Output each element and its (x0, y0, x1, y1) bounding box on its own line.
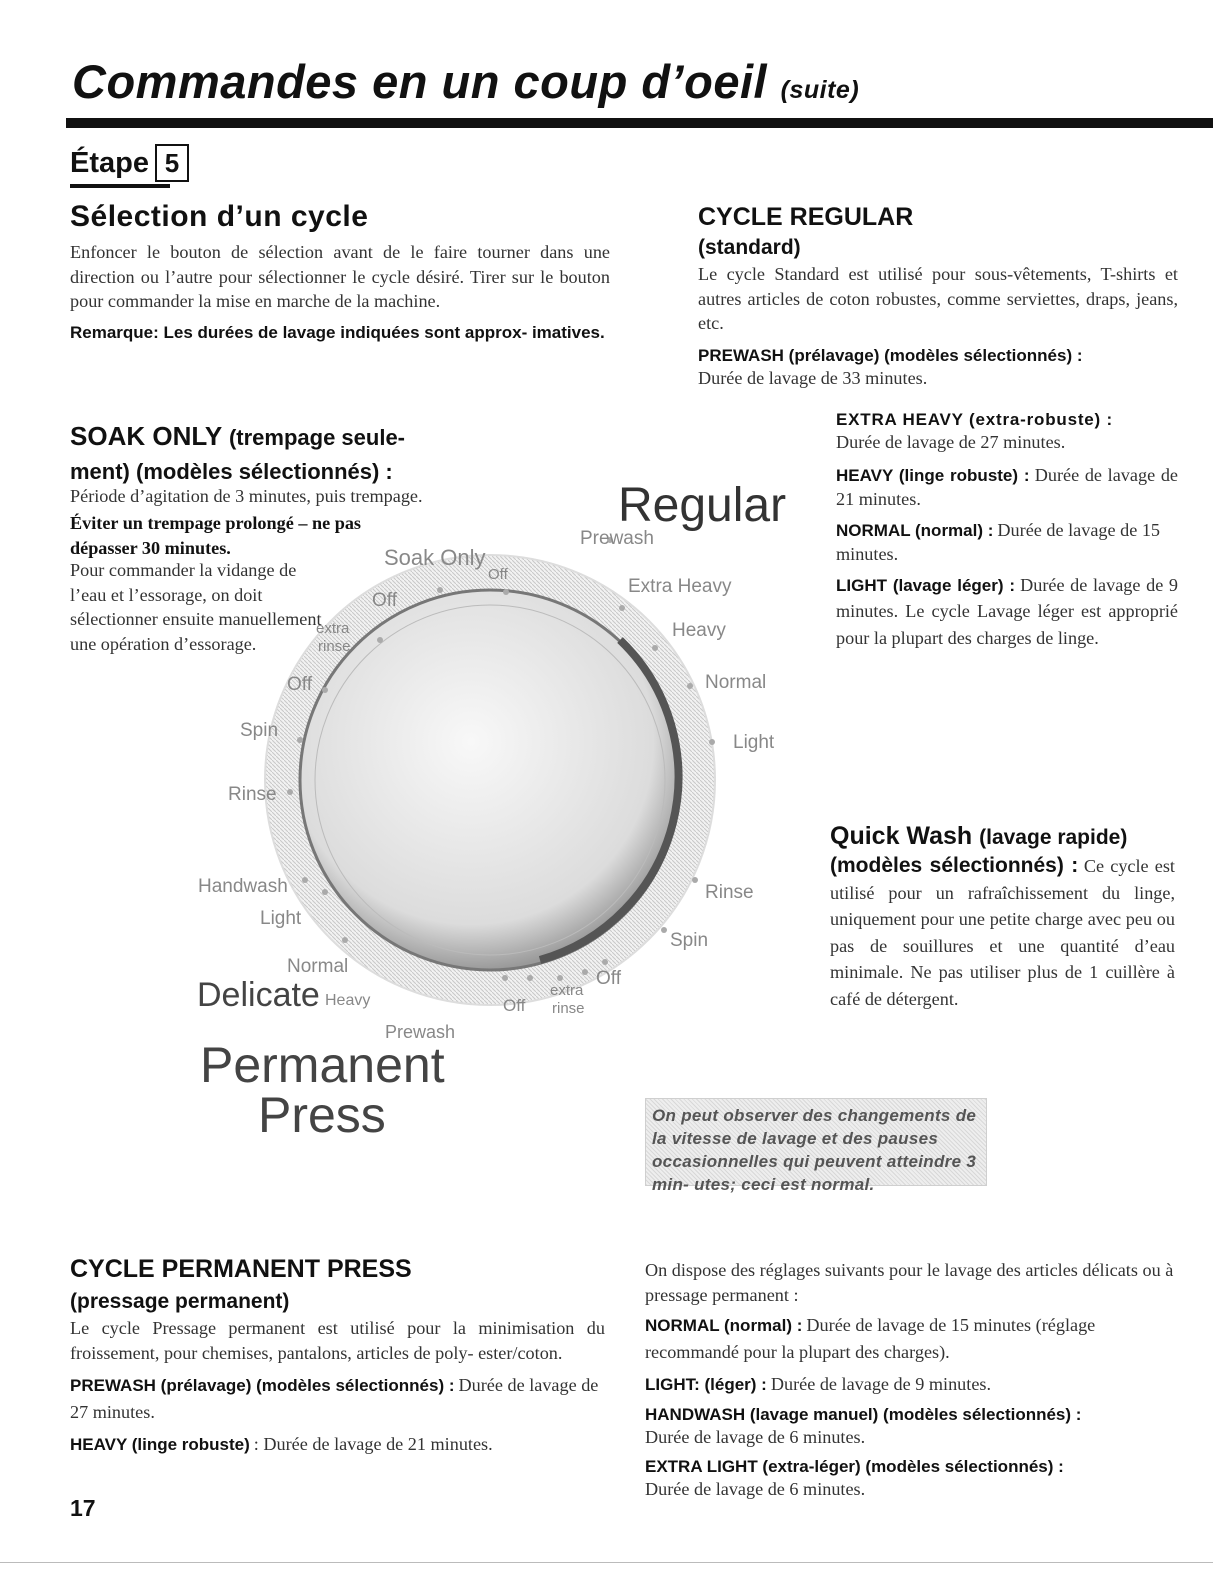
dial-label-permanent: Permanent (200, 1037, 445, 1093)
dial-label-soak-off: Off (488, 566, 508, 583)
step-label: Étape (70, 147, 149, 179)
dial-label-press: Press (258, 1087, 386, 1143)
quick-models: (modèles sélectionnés) : (830, 854, 1079, 877)
pp-prewash-text: Durée de lavage de 27 minutes. (70, 1375, 599, 1422)
light-label: LIGHT (lavage léger) : (836, 575, 1015, 595)
pp-heavy-text: : Durée de lavage de 21 minutes. (253, 1434, 493, 1454)
soak-title: SOAK ONLY (trempage seule- ment) (modèles sélectionnés) : (70, 421, 406, 484)
dial-label-spin-left: Spin (240, 720, 279, 741)
permanent-press-text: Le cycle Pressage permanent est utilisé pour la minimisation du froissement, pour chemises, pantalons, articles de poly- ester/coton. (70, 1318, 605, 1363)
pp-heavy-item (70, 1432, 605, 1457)
title-suffix: (suite) (780, 76, 860, 104)
dial-label-soak-only: Soak Only (384, 545, 486, 570)
heavy-label: HEAVY (linge robuste) : (836, 465, 1030, 485)
pp-prewash-item (70, 1373, 605, 1426)
page-number: 17 (70, 1495, 96, 1521)
quick-title: Quick Wash (lavage rapide) (830, 822, 1128, 850)
regular-prewash-label: PREWASH (prélavage) (modèles sélectionnés) : (698, 345, 1083, 365)
soak-warning: Éviter un trempage prolongé – ne pas dépasser 30 minutes. (70, 513, 362, 558)
dial-label-delicate: Delicate (197, 976, 320, 1014)
pp-normal-item (645, 1313, 1178, 1366)
regular-text: Le cycle Standard est utilisé pour sous-vêtements, T-shirts et autres articles de coton robustes, comme serviettes, draps, jeans, etc. (698, 264, 1178, 333)
bottom-rule (0, 1562, 1213, 1563)
pp-settings-intro: On dispose des réglages suivants pour le lavage des articles délicats ou à pressage permanent : (645, 1260, 1174, 1305)
permanent-press-subtitle: (pressage permanent) (70, 1290, 290, 1313)
quick-body (830, 854, 1175, 1013)
soak-text-2: Pour commander la vidange de l’eau et l’essorage, on doit sélectionner ensuite manuellement une opération d’essorage. (70, 560, 322, 654)
dial-label-normal-right: Normal (705, 672, 767, 693)
dial-label-prewash-top: Prewash (580, 528, 654, 549)
pp-light-label: LIGHT: (léger) : (645, 1375, 767, 1394)
pp-extra-light-text: Durée de lavage de 6 minutes. (645, 1479, 866, 1499)
permanent-press-section (70, 1255, 605, 1457)
pp-light-item (645, 1372, 1178, 1397)
dial-label-regular: Regular (618, 479, 787, 532)
dial-label-extra-bottom: extra (550, 982, 584, 999)
pp-heavy-label: HEAVY (linge robuste) (70, 1435, 250, 1454)
dial-label-light-left: Light (260, 908, 302, 929)
regular-title: CYCLE REGULAR (698, 203, 914, 231)
dial-label-extra-heavy: Extra Heavy (628, 576, 732, 597)
extra-heavy-text: Durée de lavage de 27 minutes. (836, 432, 1066, 452)
permanent-press-settings (645, 1258, 1178, 1502)
dial-label-off-left: Off (287, 674, 312, 695)
dial-label-heavy-bottom: Heavy (325, 992, 371, 1009)
normal-text: Durée de lavage de 15 minutes. (836, 519, 1161, 564)
section-title: Sélection d’un cycle (70, 200, 369, 233)
light-text: Durée de lavage de 9 minutes. Le cycle Lavage léger est approprié pour la plupart des charges de linge. (836, 574, 1179, 648)
dial-label-light-right: Light (733, 732, 775, 753)
dial-label-normal-left: Normal (287, 956, 349, 977)
dial-label-off-bottom: Off (503, 996, 526, 1015)
permanent-press-title: CYCLE PERMANENT PRESS (70, 1255, 412, 1283)
dial-label-rinse-bottom: rinse (552, 1000, 585, 1017)
pp-light-text: Durée de lavage de 9 minutes. (770, 1374, 992, 1394)
intro-text: Enfoncer le bouton de sélection avant de le faire tourner dans une direction ou l’autre pour sélectionner le cycle désiré. Tirer sur le bouton pour commander la mise en marche de la machine. (70, 242, 610, 311)
pp-extra-light-label: EXTRA LIGHT (extra-léger) (modèles sélectionnés) : (645, 1457, 1064, 1476)
dial-label-off-top-left: Off (372, 590, 397, 611)
pp-prewash-label: PREWASH (prélavage) (modèles sélectionnés) : (70, 1376, 455, 1395)
regular-settings-list (836, 410, 1178, 652)
heavy-text: Durée de lavage de 21 minutes. (836, 464, 1178, 509)
extra-heavy-label: EXTRA HEAVY (extra-robuste) : (836, 410, 1113, 429)
step-number: 5 (155, 144, 189, 182)
dial-label-rinse-left-small: rinse (318, 638, 351, 655)
dial-label-prewash-bottom: Prewash (385, 1022, 456, 1042)
note-text: On peut observer des changements de la vitesse de lavage et des pauses occasionnelles qui peuvent atteindre 3 min- utes; ceci est normal. (652, 1106, 977, 1194)
dial-label-off-bottom-right: Off (596, 968, 621, 989)
dial-label-rinse-left: Rinse (228, 784, 277, 805)
remark-text: Remarque: Les durées de lavage indiquées sont approx- imatives. (70, 322, 605, 342)
light-item (836, 573, 1178, 653)
normal-label: NORMAL (normal) : (836, 520, 994, 540)
quick-text: Ce cycle est utilisé pour un rafraîchissement du linge, uniquement pour une petite charge avec peu ou pas de souillures et une quantité d’eau minimale. Ne pas utiliser plus de 1 cuillère à café de détergent. (830, 856, 1175, 1009)
dial-label-extra-left: extra (316, 620, 350, 637)
dial-label-handwash: Handwash (198, 876, 288, 897)
quick-wash-section (830, 820, 1175, 1013)
regular-prewash-text: Durée de lavage de 33 minutes. (698, 367, 928, 388)
page-title: Commandes en un coup d’oeil (suite) (72, 55, 860, 108)
pp-handwash-text: Durée de lavage de 6 minutes. (645, 1426, 866, 1447)
regular-subtitle: (standard) (698, 236, 801, 259)
dial-label-rinse-right: Rinse (705, 882, 754, 903)
normal-item (836, 518, 1178, 567)
regular-cycle-section (698, 203, 1178, 390)
pp-normal-label: NORMAL (normal) : (645, 1316, 803, 1335)
pp-normal-text: Durée de lavage de 15 minutes (réglage recommandé pour la plupart des charges). (645, 1315, 1096, 1362)
dial-label-spin-right: Spin (670, 930, 709, 951)
dial-label-heavy-top: Heavy (672, 620, 726, 641)
soak-text-1: Période d’agitation de 3 minutes, puis trempage. (70, 486, 423, 506)
pp-handwash-label: HANDWASH (lavage manuel) (modèles sélectionnés) : (645, 1404, 1082, 1424)
heavy-item (836, 463, 1178, 512)
